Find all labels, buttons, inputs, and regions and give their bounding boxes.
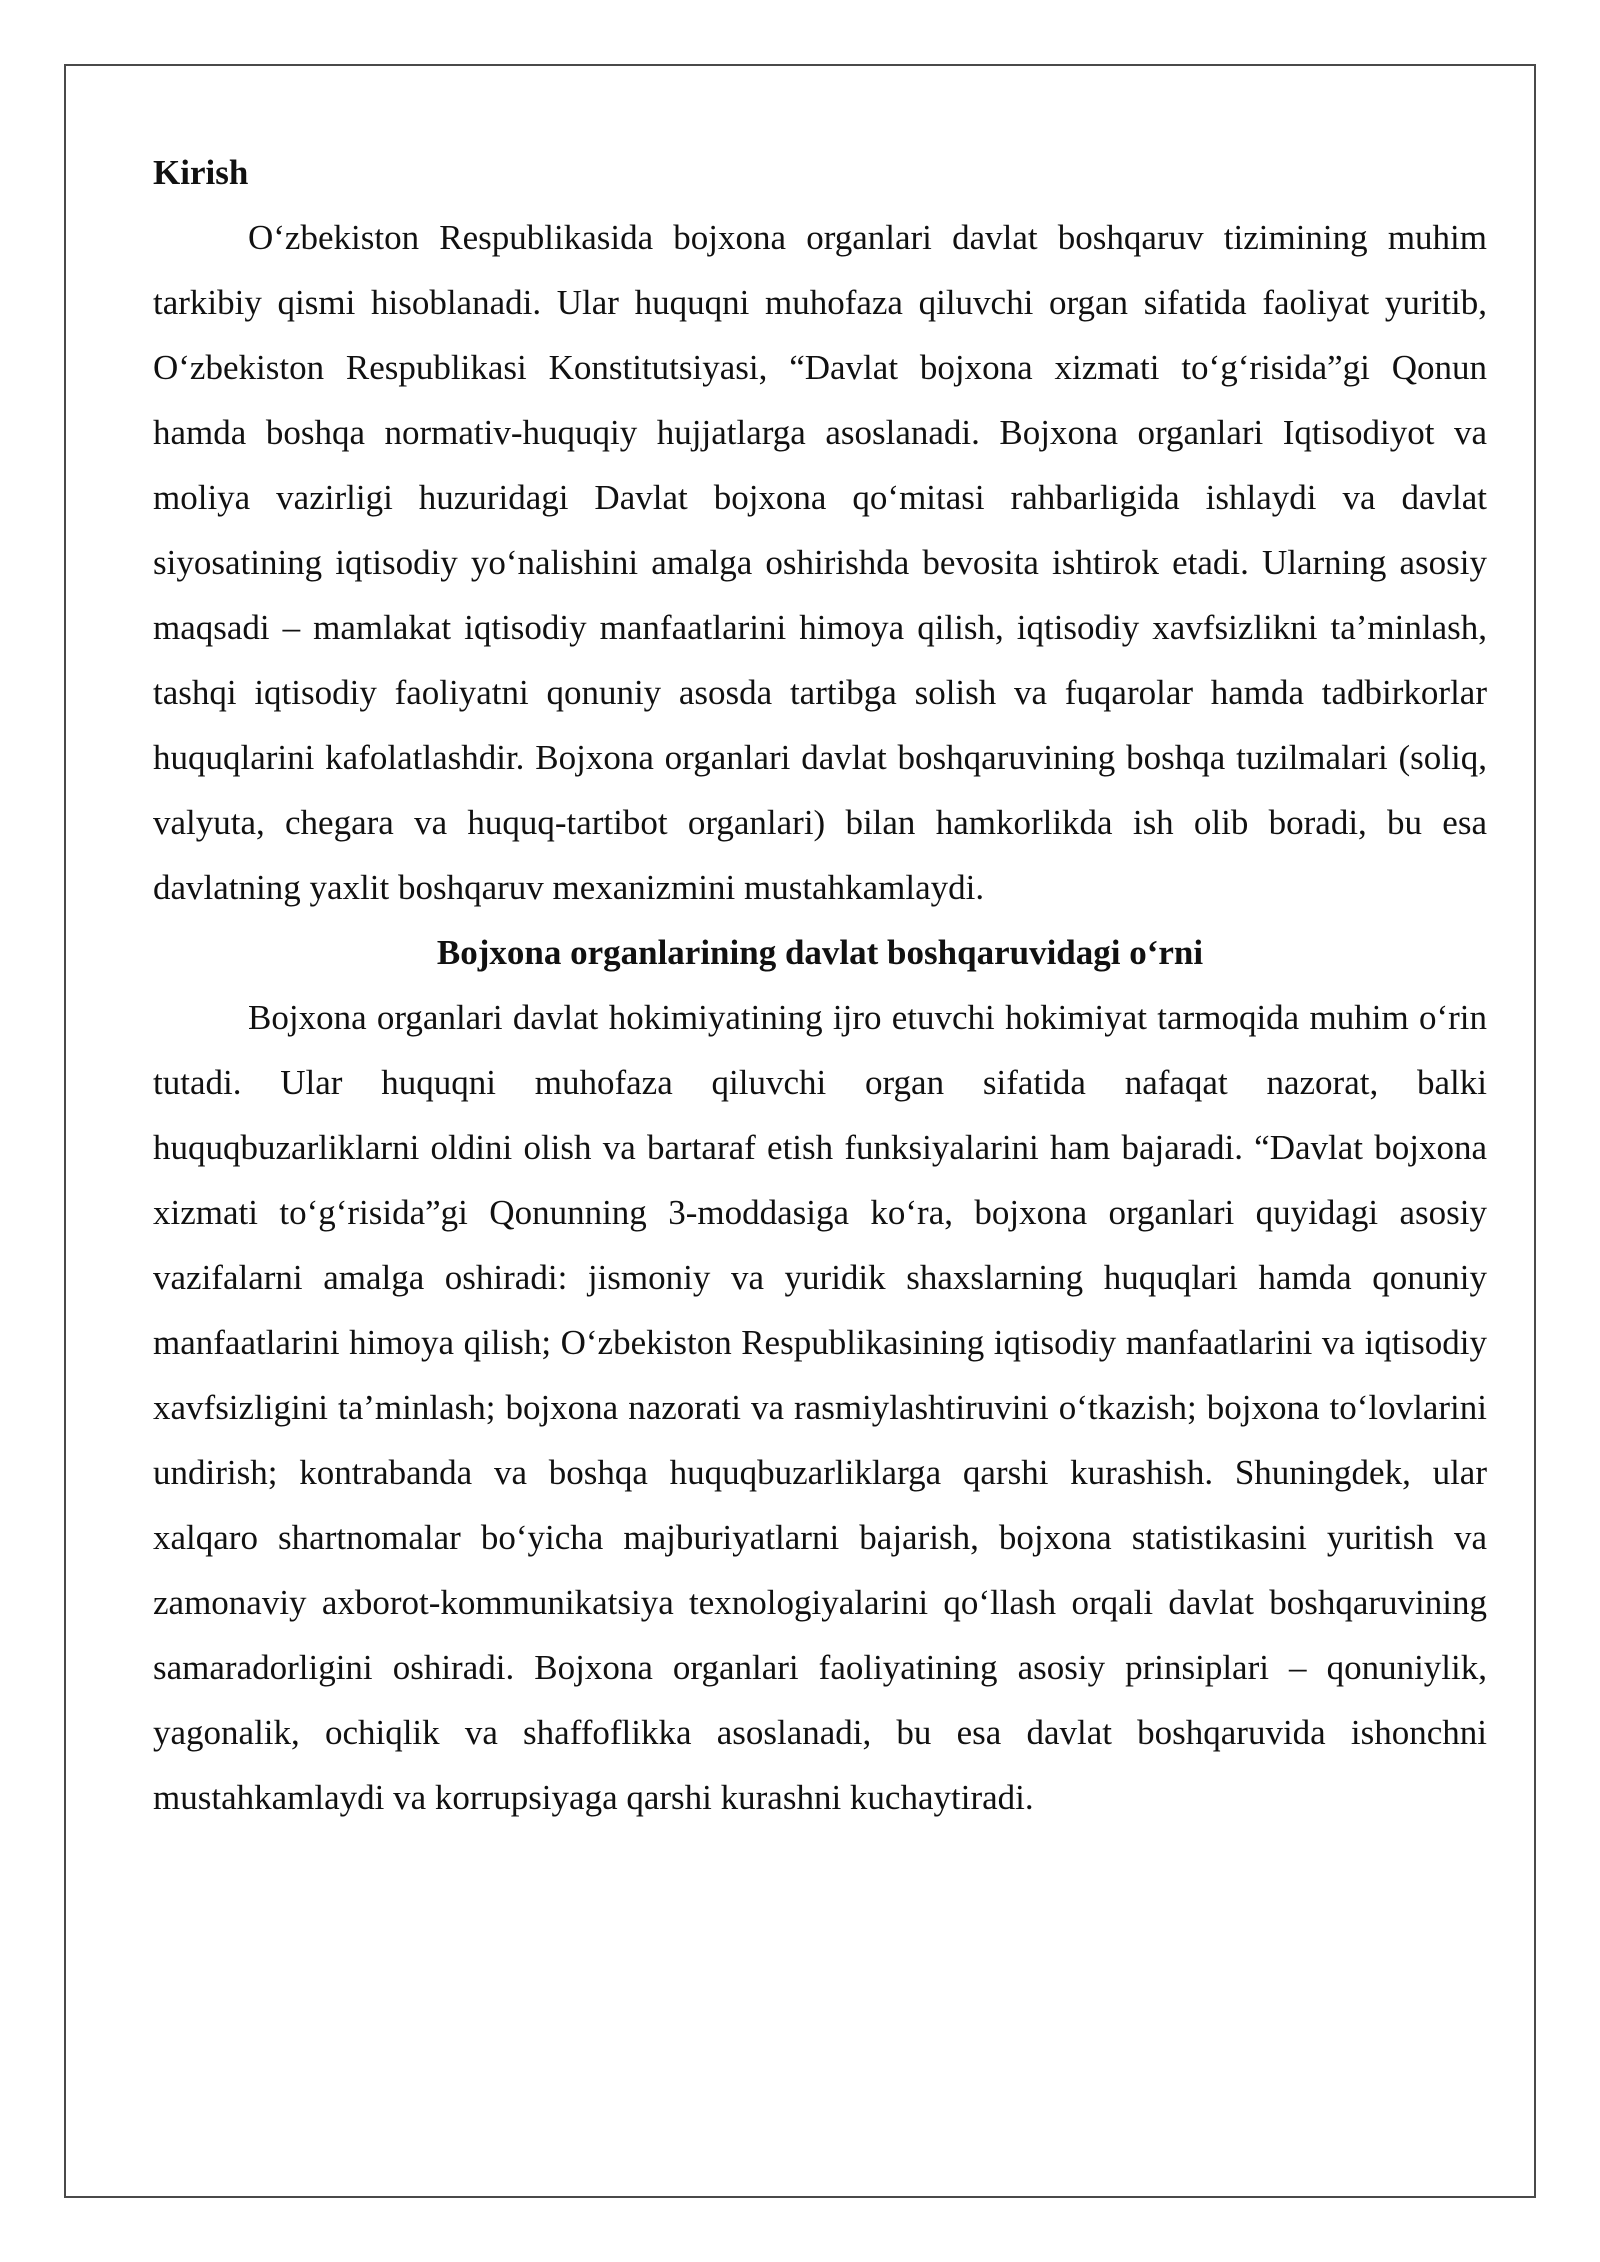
document-body [153,140,1487,1830]
section-paragraph: Bojxona organlari davlat hokimiyatining ijro etuvchi hokimiyat tarmoqida muhim o‘rin tutadi. Ular huquqni muhofaza qiluvchi organ sifatida nafaqat nazorat, balki huquqbuzarliklarni oldini olish va bartaraf etish funksiyalarini ham bajaradi. “Davlat bojxona xizmati to‘g‘risida”gi Qonunning 3-moddasiga ko‘ra, bojxona organlari quyidagi asosiy vazifalarni amalga oshiradi: jismoniy va yuridik shaxslarning huquqlari hamda qonuniy manfaatlarini himoya qilish; O‘zbekiston Respublikasining iqtisodiy manfaatlarini va iqtisodiy xavfsizligini ta’minlash; bojxona nazorati va rasmiylashtiruvini o‘tkazish; bojxona to‘lovlarini undirish; kontrabanda va boshqa huquqbuzarliklarga qarshi kurashish. Shuningdek, ular xalqaro shartnomalar bo‘yicha majburiyatlarni bajarish, bojxona statistikasini yuritish va zamonaviy axborot-kommunikatsiya texnologiyalarini qo‘llash orqali davlat boshqaruvining samaradorligini oshiradi. Bojxona organlari faoliyatining asosiy prinsiplari – qonuniylik, yagonalik, ochiqlik va shaffoflikka asoslanadi, bu esa davlat boshqaruvida ishonchni mustahkamlaydi va korrupsiyaga qarshi kurashni kuchaytiradi. [153,998,1487,1817]
section-heading: Bojxona organlarining davlat boshqaruvidagi o‘rni [436,933,1204,972]
heading-kirish: Kirish [153,153,249,192]
intro-paragraph: O‘zbekiston Respublikasida bojxona organlari davlat boshqaruv tizimining muhim tarkibiy qismi hisoblanadi. Ular huquqni muhofaza qiluvchi organ sifatida faoliyat yuritib, O‘zbekiston Respublikasi Konstitutsiyasi, “Davlat bojxona xizmati to‘g‘risida”gi Qonun hamda boshqa normativ-huquqiy hujjatlarga asoslanadi. Bojxona organlari Iqtisodiyot va moliya vazirligi huzuridagi Davlat bojxona qo‘mitasi rahbarligida ishlaydi va davlat siyosatining iqtisodiy yo‘nalishini amalga oshirishda bevosita ishtirok etadi. Ularning asosiy maqsadi – mamlakat iqtisodiy manfaatlarini himoya qilish, iqtisodiy xavfsizlikni ta’minlash, tashqi iqtisodiy faoliyatni qonuniy asosda tartibga solish va fuqarolar hamda tadbirkorlar huquqlarini kafolatlashdir. Bojxona organlari davlat boshqaruvining boshqa tuzilmalari (soliq, valyuta, chegara va huquq-tartibot organlari) bilan hamkorlikda ish olib boradi, bu esa davlatning yaxlit boshqaruv mexanizmini mustahkamlaydi. [153,218,1487,907]
